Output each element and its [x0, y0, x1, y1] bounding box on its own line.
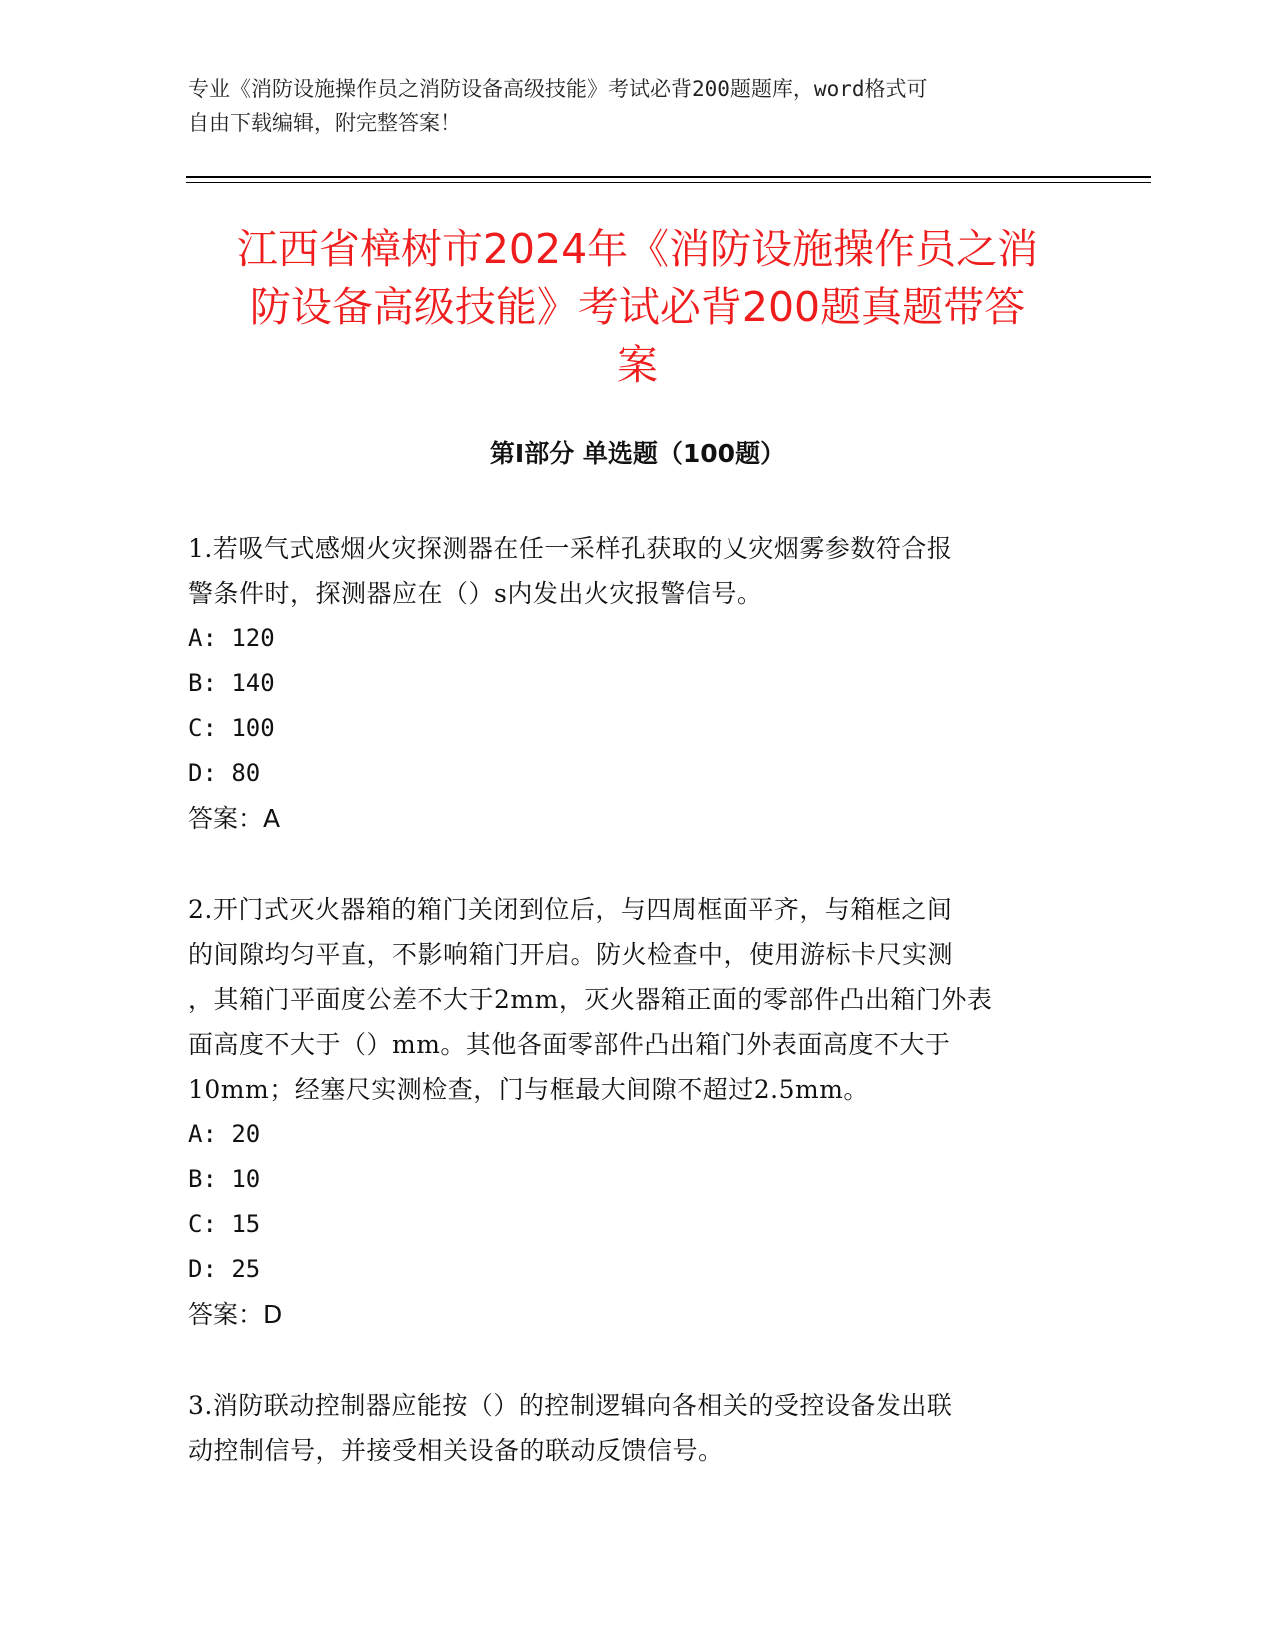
header-note-line-1: 专业《消防设施操作员之消防设备高级技能》考试必背200题题库，word格式可 — [188, 77, 928, 101]
question-2 — [188, 887, 1078, 1337]
option-text: 25 — [231, 1255, 261, 1283]
question-1 — [188, 526, 1078, 841]
document-title — [180, 220, 1095, 394]
header-divider-thick — [186, 176, 1151, 178]
title-line-2: 防设备高级技能》考试必背200题真题带答 — [249, 283, 1026, 331]
title-line-3: 案 — [617, 341, 658, 389]
question-3 — [188, 1383, 1078, 1473]
option-letter: D: — [188, 759, 217, 787]
option-letter: A: — [188, 624, 217, 652]
question-stem — [188, 1383, 1078, 1473]
option-letter: C: — [188, 714, 217, 742]
header-divider-thin — [186, 182, 1151, 183]
stem-line: 的间隙均匀平直，不影响箱门开启。防火检查中，使用游标卡尺实测 — [188, 940, 954, 969]
option-c — [188, 706, 1078, 751]
option-letter: B: — [188, 1165, 217, 1193]
option-a — [188, 616, 1078, 661]
stem-line: 警条件时，探测器应在（）s内发出火灾报警信号。 — [188, 579, 763, 608]
option-c — [188, 1202, 1078, 1247]
option-text: 100 — [231, 714, 275, 742]
stem-line: 1.若吸气式感烟火灾探测器在任一采样孔获取的乂灾烟雾参数符合报 — [188, 534, 953, 563]
option-d — [188, 751, 1078, 796]
answer-line: 答案：A — [188, 804, 281, 833]
stem-line: 面高度不大于（）mm。其他各面零部件凸出箱门外表面高度不大于 — [188, 1030, 951, 1059]
option-letter: A: — [188, 1120, 217, 1148]
question-list — [188, 526, 1078, 1519]
header-note-line-2: 自由下载编辑，附完整答案！ — [188, 111, 461, 135]
answer-line: 答案：D — [188, 1300, 283, 1329]
title-line-1: 江西省樟树市2024年《消防设施操作员之消 — [236, 225, 1039, 273]
stem-line: 10mm；经塞尺实测检查，门与框最大间隙不超过2.5mm。 — [188, 1075, 869, 1104]
stem-line: 动控制信号，并接受相关设备的联动反馈信号。 — [188, 1436, 724, 1465]
section-heading: 第I部分 单选题（100题） — [489, 439, 786, 468]
question-stem — [188, 526, 1078, 616]
option-d — [188, 1247, 1078, 1292]
option-letter: C: — [188, 1210, 217, 1238]
option-text: 15 — [231, 1210, 261, 1238]
stem-line: 3.消防联动控制器应能按（）的控制逻辑向各相关的受控设备发出联 — [188, 1391, 953, 1420]
option-text: 20 — [231, 1120, 261, 1148]
question-stem — [188, 887, 1078, 1112]
document-header-note — [188, 72, 1088, 140]
option-letter: D: — [188, 1255, 217, 1283]
option-text: 80 — [231, 759, 261, 787]
option-b — [188, 1157, 1078, 1202]
option-text: 10 — [231, 1165, 261, 1193]
stem-line: ，其箱门平面度公差不大于2mm，灭火器箱正面的零部件凸出箱门外表 — [188, 985, 993, 1014]
option-letter: B: — [188, 669, 217, 697]
option-text: 120 — [231, 624, 275, 652]
stem-line: 2.开门式灭火器箱的箱门关闭到位后，与四周框面平齐，与箱框之间 — [188, 895, 953, 924]
option-text: 140 — [231, 669, 275, 697]
option-b — [188, 661, 1078, 706]
option-a — [188, 1112, 1078, 1157]
